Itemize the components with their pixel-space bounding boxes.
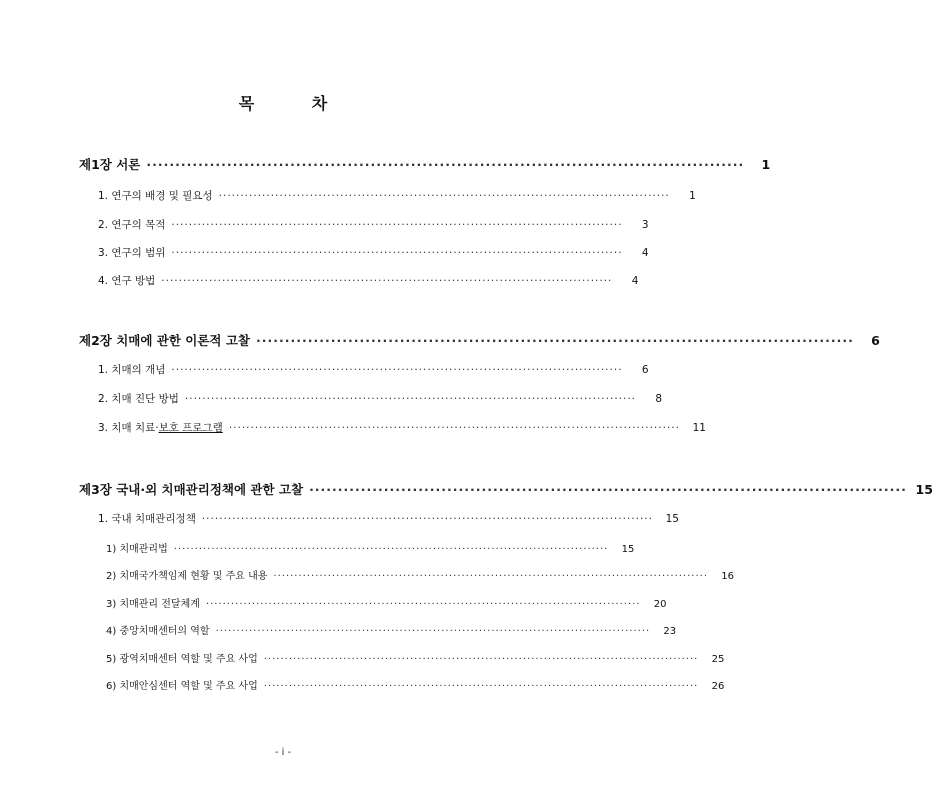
dot-leader: ········································································································ [171, 364, 623, 376]
dot-leader: ········································································································ [309, 482, 907, 497]
dot-leader: ········································································································ [263, 654, 699, 665]
toc-subsection-3-1-5[interactable] [106, 650, 725, 665]
toc-subsection-3-1-1[interactable] [106, 540, 635, 555]
page-number: 6 [641, 364, 649, 376]
page-number: 15 [621, 544, 635, 555]
section-title: 1. 연구의 배경 및 필요성 [98, 190, 213, 202]
subsection-title: 1) 치매관리법 [106, 544, 168, 555]
dot-leader: ········································································································ [256, 333, 854, 348]
toc-section-3-1[interactable] [98, 511, 679, 526]
dot-leader: ········································································································ [228, 422, 680, 434]
section-title: 2. 치매 진단 방법 [98, 393, 179, 405]
toc-subsection-3-1-6[interactable] [106, 677, 725, 692]
toc-section-2-2[interactable] [98, 391, 663, 406]
page-number: 3 [641, 219, 649, 231]
page-number: 4 [641, 247, 649, 259]
dot-leader: ········································································································ [201, 513, 653, 525]
subsection-title: 4) 중앙치매센터의 역할 [106, 626, 210, 637]
toc-subsection-3-1-2[interactable] [106, 567, 734, 582]
dot-leader: ········································································································ [215, 626, 651, 637]
page-number: 15 [665, 513, 679, 525]
page-number: 15 [915, 482, 933, 497]
dot-leader: ········································································································ [171, 219, 623, 231]
dot-leader: ········································································································ [205, 599, 641, 610]
page-number: 16 [721, 571, 734, 582]
toc-section-1-4[interactable] [98, 273, 639, 288]
dot-leader: ········································································································ [171, 247, 623, 259]
subsection-title: 3) 치매관리 전달체계 [106, 599, 200, 610]
page-number: 25 [711, 654, 725, 665]
toc-section-1-3[interactable] [98, 245, 649, 260]
section-title: 3. 연구의 범위 [98, 247, 166, 259]
page-number: 11 [692, 422, 706, 434]
page-number: 23 [663, 626, 677, 637]
footer-page-number: - i - [274, 747, 292, 758]
toc-section-2-3[interactable] [98, 420, 706, 435]
chapter-title: 제2장 치매에 관한 이론적 고찰 [79, 333, 251, 348]
chapter-title: 제1장 서론 [79, 157, 141, 172]
subsection-title: 5) 광역치매센터 역할 및 주요 사업 [106, 654, 258, 665]
section-title: 1. 치매의 개념 [98, 364, 166, 376]
page-number: 20 [653, 599, 667, 610]
section-title: 2. 연구의 목적 [98, 219, 166, 231]
subsection-title: 2) 치매국가책임제 현황 및 주요 내용 [106, 571, 268, 582]
dot-leader: ········································································································ [218, 190, 670, 202]
dot-leader: ········································································································ [273, 571, 708, 582]
toc-chapter-2[interactable] [79, 331, 880, 349]
section-title: 4. 연구 방법 [98, 275, 156, 287]
toc-section-1-2[interactable] [98, 217, 649, 232]
page-title: 목 차 [238, 94, 354, 113]
chapter-title: 제3장 국내·외 치매관리정책에 관한 고찰 [79, 482, 304, 497]
section-title: 1. 국내 치매관리정책 [98, 513, 196, 525]
page-number: 1 [689, 190, 696, 202]
toc-subsection-3-1-3[interactable] [106, 595, 667, 610]
page-number: 4 [631, 275, 639, 287]
section-title [98, 420, 223, 435]
toc-section-2-1[interactable] [98, 362, 649, 377]
dot-leader: ········································································································ [173, 544, 609, 555]
toc-section-1-1[interactable] [98, 188, 696, 203]
section-title-prefix: 3. 치매 치료· [98, 422, 159, 434]
page-number: 6 [871, 333, 880, 348]
page-number: 1 [761, 157, 771, 172]
section-title-underlined: 보호 프로그램 [158, 422, 223, 434]
toc-chapter-3[interactable] [79, 480, 933, 498]
toc-chapter-1[interactable] [79, 155, 771, 173]
page-number: 26 [711, 681, 725, 692]
dot-leader: ········································································································ [146, 157, 745, 172]
dot-leader: ········································································································ [184, 393, 637, 405]
dot-leader: ········································································································ [161, 275, 613, 287]
dot-leader: ········································································································ [263, 681, 699, 692]
page-number: 8 [655, 393, 663, 405]
subsection-title: 6) 치매안심센터 역할 및 주요 사업 [106, 681, 258, 692]
toc-subsection-3-1-4[interactable] [106, 622, 677, 637]
